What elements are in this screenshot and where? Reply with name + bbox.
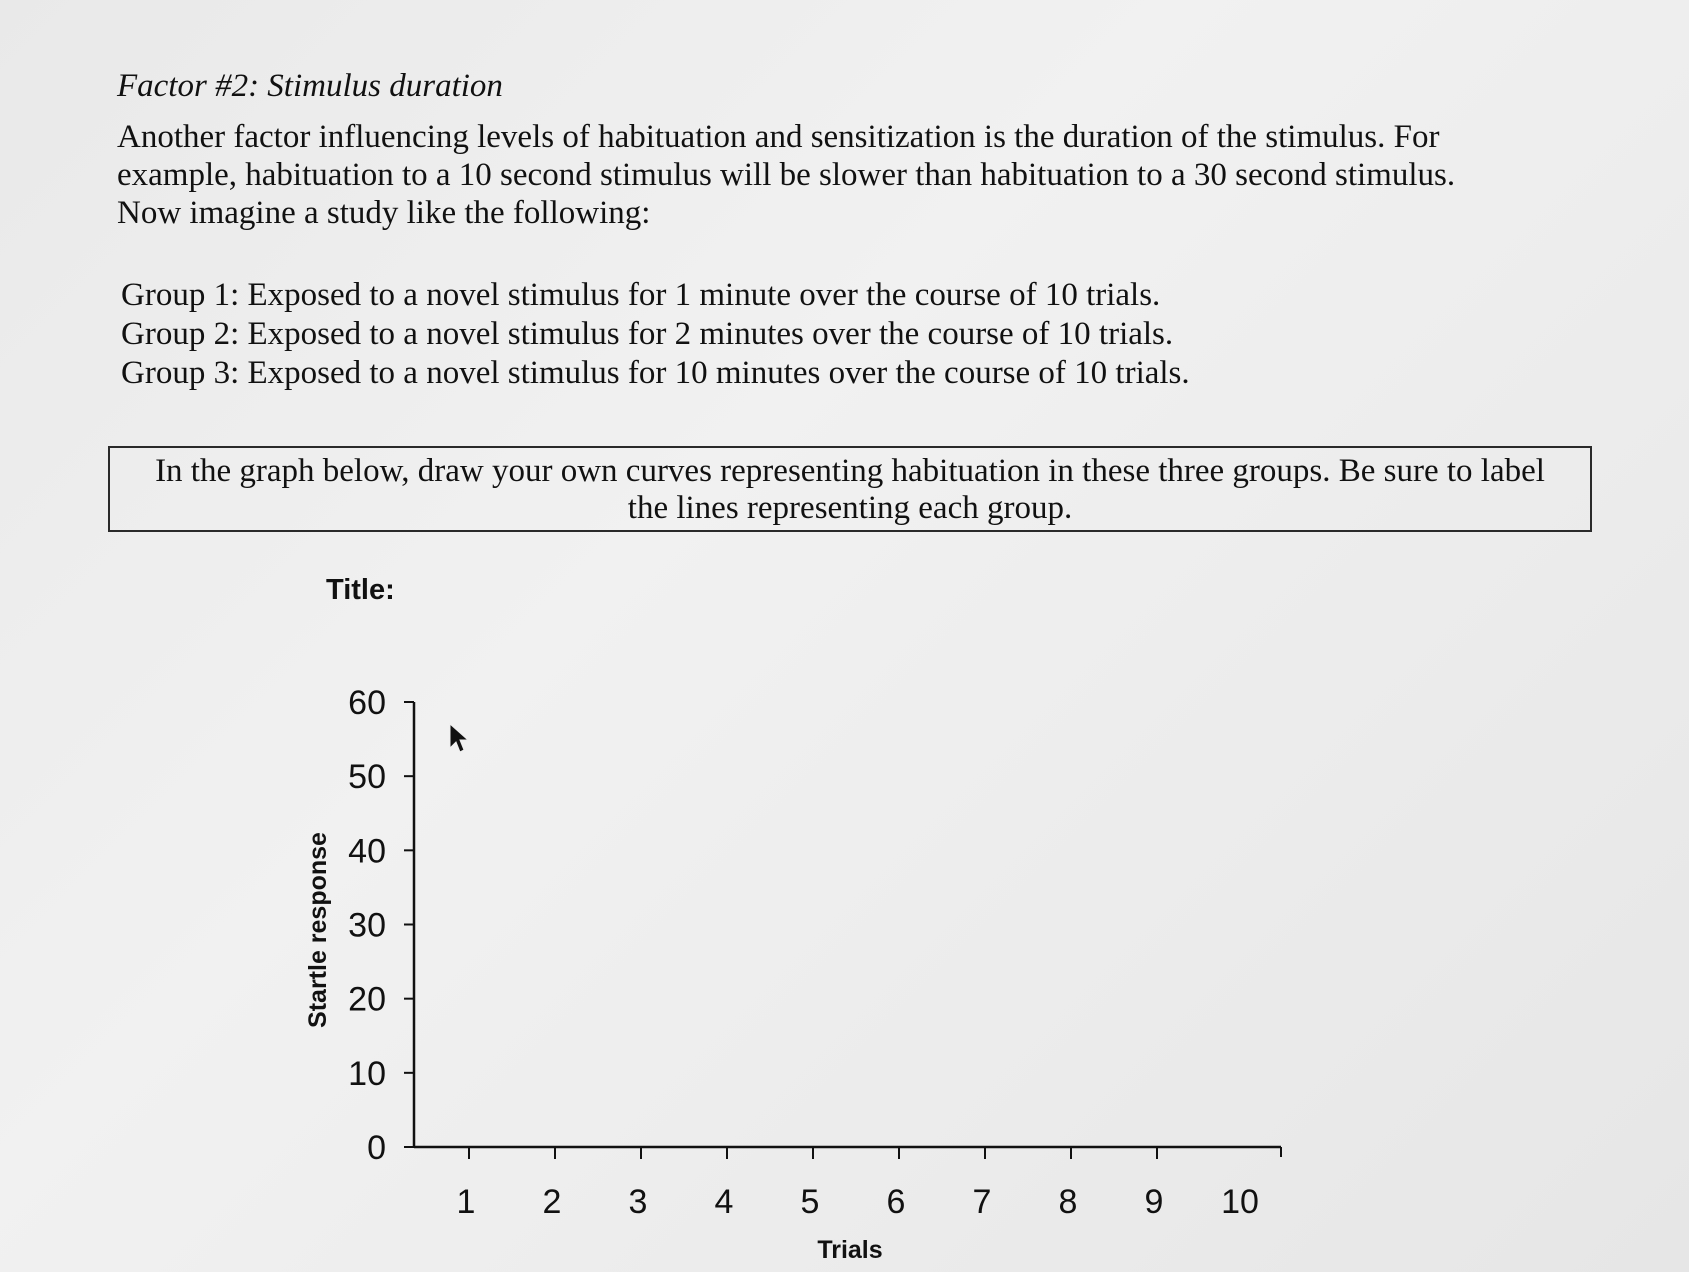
group-1-description: Group 1: Exposed to a novel stimulus for 1 minute over the course of 10 trials. — [121, 277, 1161, 313]
section-heading: Factor #2: Stimulus duration — [117, 68, 503, 104]
y-tick-label: 50 — [348, 758, 386, 797]
y-tick-label: 60 — [348, 684, 386, 722]
x-tick-label: 3 — [628, 1183, 648, 1221]
x-tick-label: 10 — [1221, 1183, 1259, 1221]
intro-line: Now imagine a study like the following: — [117, 195, 651, 231]
y-tick-label: 20 — [348, 980, 386, 1019]
x-tick-label: 2 — [542, 1183, 562, 1221]
x-tick-label: 6 — [886, 1183, 906, 1221]
y-tick-label: 0 — [367, 1129, 386, 1167]
x-tick-label: 8 — [1058, 1183, 1078, 1221]
y-axis-ticks — [348, 684, 414, 1167]
chart-axes — [414, 702, 1281, 1157]
y-tick-label: 10 — [348, 1054, 386, 1093]
x-tick-label: 9 — [1144, 1183, 1164, 1221]
chart-title-prompt: Title: — [326, 574, 395, 606]
x-tick-label: 7 — [972, 1183, 992, 1221]
x-axis-label: Trials — [817, 1236, 883, 1264]
instruction-line: the lines representing each group. — [627, 490, 1073, 526]
x-axis-ticks — [457, 1147, 1259, 1221]
mouse-pointer-icon — [448, 722, 472, 758]
x-tick-label: 4 — [714, 1183, 734, 1221]
intro-line: example, habituation to a 10 second stimulus will be slower than habituation to a 30 second stimulus. — [117, 157, 1456, 193]
group-2-description: Group 2: Exposed to a novel stimulus for 2 minutes over the course of 10 trials. — [121, 316, 1174, 352]
x-tick-label: 1 — [456, 1183, 476, 1221]
intro-line: Another factor influencing levels of habituation and sensitization is the duration of the stimulus. For — [117, 119, 1440, 155]
instruction-line: In the graph below, draw your own curves representing habituation in these three groups. Be sure to label — [155, 453, 1545, 489]
y-axis-label: Startle response — [304, 832, 332, 1028]
group-3-description: Group 3: Exposed to a novel stimulus for 10 minutes over the course of 10 trials. — [121, 355, 1190, 391]
y-tick-label: 40 — [348, 832, 386, 871]
y-tick-label: 30 — [348, 906, 386, 945]
x-tick-label: 5 — [800, 1183, 820, 1221]
